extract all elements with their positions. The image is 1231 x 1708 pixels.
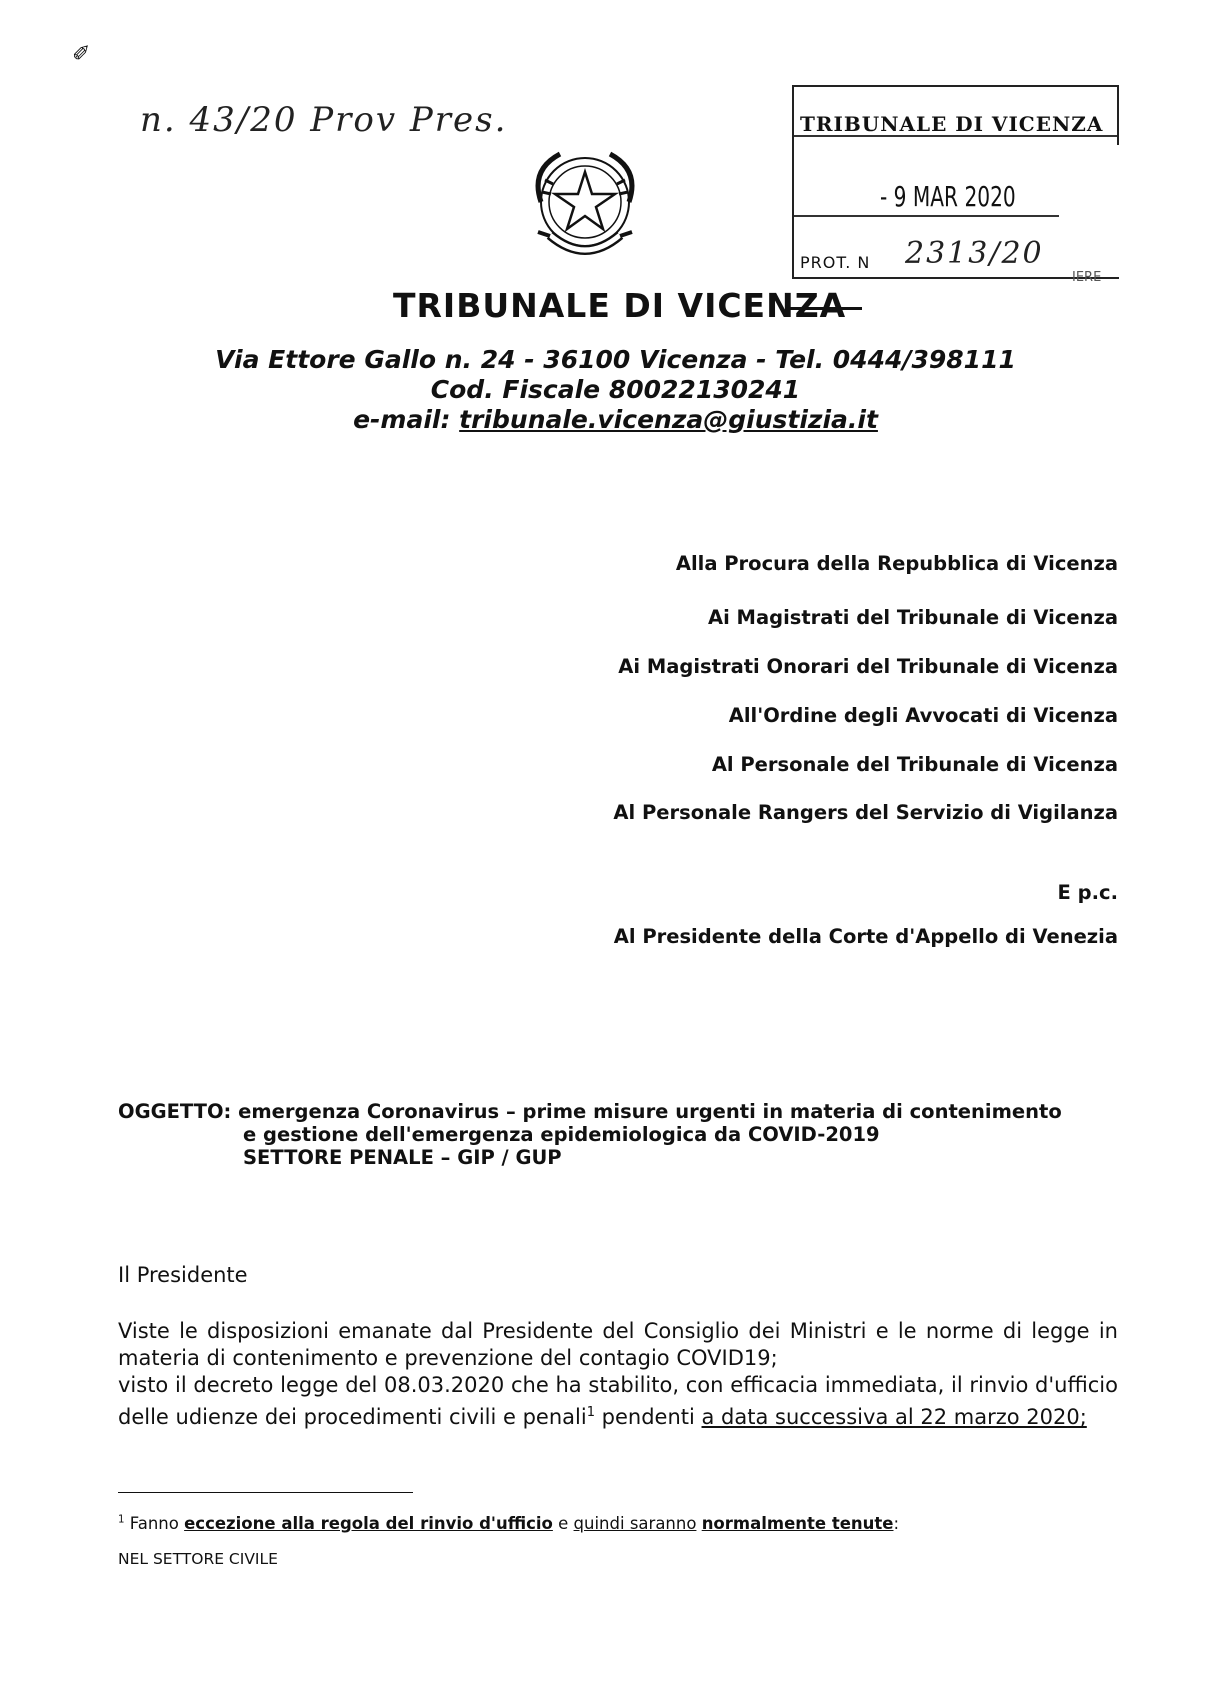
court-fiscal-code: Cod. Fiscale 80022130241 [430,375,801,404]
footnote-text-g: : [893,1514,900,1533]
footnote-number: 1 [118,1514,125,1526]
para2-underlined: a data successiva al 22 marzo 2020; [701,1405,1087,1429]
subject-line-1: emergenza Coronavirus – prime misure urgenti in materia di contenimento [238,1100,1062,1123]
emblem-svg [520,140,650,270]
recipient-personale: Al Personale del Tribunale di Vicenza [711,753,1118,776]
body-paragraph-1: Viste le disposizioni emanate dal Presidente del Consiglio dei Ministri e le norme di legge in materia di contenimento e prevenzione del contagio COVID19; [118,1319,1118,1370]
stamp-divider-bottom [794,215,1059,217]
handwritten-note: n. 43/20 Prov Pres. [140,100,508,140]
email-label: e-mail: [353,405,460,434]
court-email-line [0,405,1231,434]
footnote-rule [118,1492,413,1493]
footnote-ref: 1 [586,1405,595,1420]
recipient-procura: Alla Procura della Repubblica di Vicenza [675,552,1118,575]
stamp-fragment: IERE [1072,270,1102,285]
recipient-magistrati: Ai Magistrati del Tribunale di Vicenza [707,606,1118,629]
signatory: Il Presidente [118,1263,248,1287]
subject-block [118,1100,1062,1169]
para2-start: visto il decreto legge del 08.03.2020 che ha stabilito, con efficacia immediata, il rinvio d'ufficio delle udienze dei procedimenti civili e penali [118,1373,1118,1429]
email-link[interactable]: tribunale.vicenza@giustizia.it [459,405,878,434]
recipient-rangers: Al Personale Rangers del Servizio di Vigilanza [613,801,1118,824]
subject-line-2: e gestione dell'emergenza epidemiologica da COVID-2019 [243,1123,880,1146]
footnote-text-f: normalmente tenute [701,1514,894,1533]
footnote-section-civile: NEL SETTORE CIVILE [118,1550,278,1568]
stamp-prot-number: 2313/20 [905,236,1044,271]
stamp-prot-label: PROT. N [800,253,871,272]
stamp-overlap-mark [790,307,862,310]
para2-mid: pendenti [594,1405,702,1429]
stamp-date: - 9 MAR 2020 [880,180,1016,213]
subject-label: OGGETTO: [118,1100,232,1123]
footnote-text-d: quindi saranno [573,1514,697,1533]
stamp-title: TRIBUNALE DI VICENZA [800,112,1104,136]
footnote-text-b: eccezione alla regola del rinvio d'ufficio [184,1514,553,1533]
cc-recipient: Al Presidente della Corte d'Appello di Venezia [613,925,1118,948]
body-paragraph-2 [118,1372,1118,1431]
subject-line-3: SETTORE PENALE – GIP / GUP [243,1146,562,1169]
cc-label: E p.c. [1057,881,1118,904]
court-address: Via Ettore Gallo n. 24 - 36100 Vicenza - Tel. 0444/398111 [215,345,1016,374]
footnote-1 [118,1514,899,1533]
court-title: TRIBUNALE DI VICENZA [393,286,847,325]
recipient-magistrati-onorari: Ai Magistrati Onorari del Tribunale di Vicenza [618,655,1118,678]
stamp-right-edge [1117,85,1119,145]
recipient-ordine-avvocati: All'Ordine degli Avvocati di Vicenza [728,704,1118,727]
footnote-text-a: Fanno [124,1514,185,1533]
pen-mark: ✐ [72,42,91,67]
italian-republic-emblem [520,140,650,270]
footnote-text-c: e [552,1514,574,1533]
